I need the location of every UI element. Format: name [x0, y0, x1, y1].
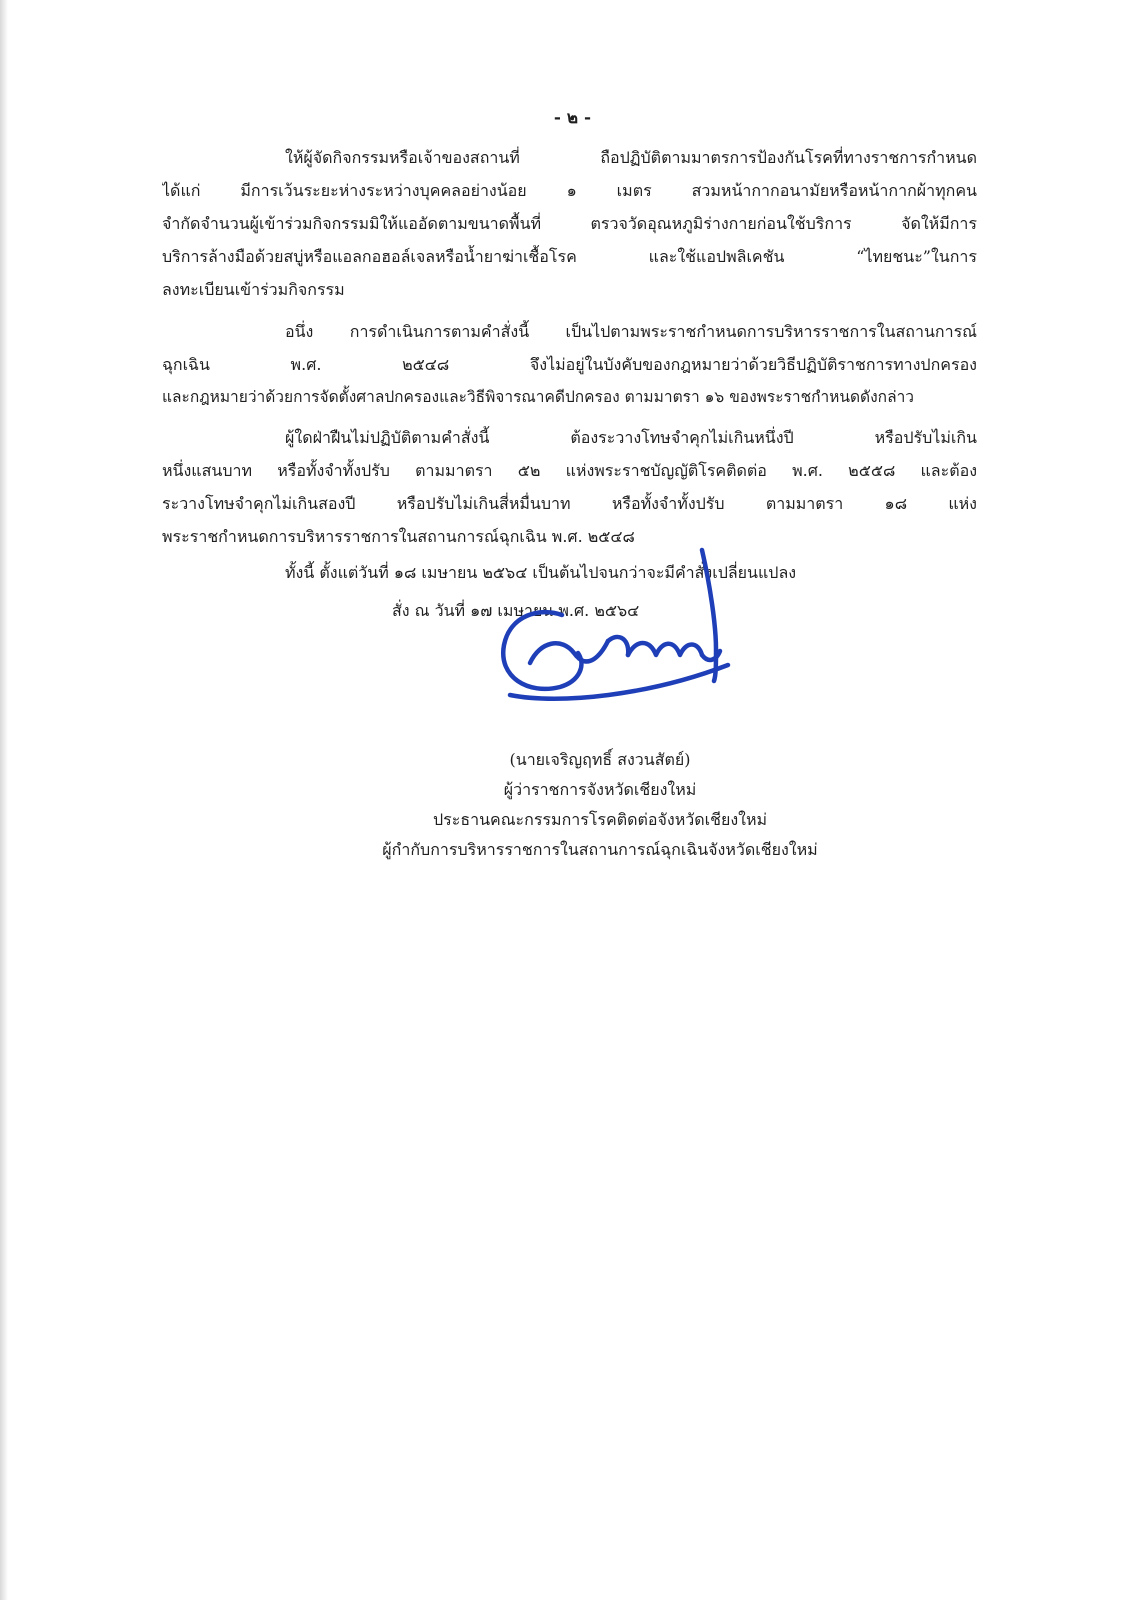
signatory-title: ผู้ว่าราชการจังหวัดเชียงใหม่	[503, 780, 697, 799]
scan-edge-shadow	[0, 0, 8, 1600]
signatory-block	[320, 745, 880, 865]
handwritten-signature	[470, 545, 770, 735]
signatory-name: (นายเจริญฤทธิ์ สงวนสัตย์)	[509, 750, 691, 769]
paragraph-line: และกฎหมายว่าด้วยการจัดตั้งศาลปกครองและวิธีพิจารณาคดีปกครอง ตามมาตรา ๑๖ ของพระราชกำหนดดังกล่าว	[162, 388, 914, 406]
paragraph-preventive-measures	[162, 141, 977, 306]
paragraph-line: หนึ่งแสนบาท หรือทั้งจำทั้งปรับ ตามมาตรา ๕๒ แห่งพระราชบัญญัติโรคติดต่อ พ.ศ. ๒๕๕๘ และต้อง	[162, 461, 977, 480]
paragraph-line: ผู้ใดฝ่าฝืนไม่ปฏิบัติตามคำสั่งนี้ ต้องระวางโทษจำคุกไม่เกินหนึ่งปี หรือปรับไม่เกิน	[285, 428, 977, 447]
paragraph-legal-basis	[162, 315, 977, 414]
paragraph-penalties	[162, 421, 977, 553]
paragraph-line: อนึ่ง การดำเนินการตามคำสั่งนี้ เป็นไปตามพระราชกำหนดการบริหารราชการในสถานการณ์	[285, 322, 977, 341]
page-number: - ๒ -	[553, 108, 592, 128]
paragraph-line: ให้ผู้จัดกิจกรรมหรือเจ้าของสถานที่ ถือปฏิบัติตามมาตรการป้องกันโรคที่ทางราชการกำหนด	[285, 148, 977, 167]
paragraph-line: พระราชกำหนดการบริหารราชการในสถานการณ์ฉุกเฉิน พ.ศ. ๒๕๔๘	[162, 527, 635, 546]
order-date-line: สั่ง ณ วันที่ ๑๗ เมษายน พ.ศ. ๒๕๖๔	[392, 601, 640, 620]
paragraph-line: ฉุกเฉิน พ.ศ. ๒๕๔๘ จึงไม่อยู่ในบังคับของกฎหมายว่าด้วยวิธีปฏิบัติราชการทางปกครอง	[162, 355, 977, 374]
signatory-title: ประธานคณะกรรมการโรคติดต่อจังหวัดเชียงใหม่	[432, 810, 768, 829]
paragraph-line: บริการล้างมือด้วยสบู่หรือแอลกอฮอล์เจลหรือน้ำยาฆ่าเชื้อโรค และใช้แอปพลิเคชัน “ไทยชนะ”ในการ	[162, 247, 977, 266]
effective-date-line: ทั้งนี้ ตั้งแต่วันที่ ๑๘ เมษายน ๒๕๖๔ เป็นต้นไปจนกว่าจะมีคำสั่งเปลี่ยนแปลง	[285, 563, 797, 582]
paragraph-line: ลงทะเบียนเข้าร่วมกิจกรรม	[162, 280, 345, 299]
paragraph-line: ระวางโทษจำคุกไม่เกินสองปี หรือปรับไม่เกินสี่หมื่นบาท หรือทั้งจำทั้งปรับ ตามมาตรา ๑๘ แห่ง	[162, 494, 977, 513]
paragraph-line: ได้แก่ มีการเว้นระยะห่างระหว่างบุคคลอย่างน้อย ๑ เมตร สวมหน้ากากอนามัยหรือหน้ากากผ้าทุกคน	[162, 181, 977, 200]
signatory-title: ผู้กำกับการบริหารราชการในสถานการณ์ฉุกเฉินจังหวัดเชียงใหม่	[382, 840, 818, 859]
paragraph-line: จำกัดจำนวนผู้เข้าร่วมกิจกรรมมิให้แออัดตามขนาดพื้นที่ ตรวจวัดอุณหภูมิร่างกายก่อนใช้บริการ จัดให้มีการ	[162, 214, 977, 233]
